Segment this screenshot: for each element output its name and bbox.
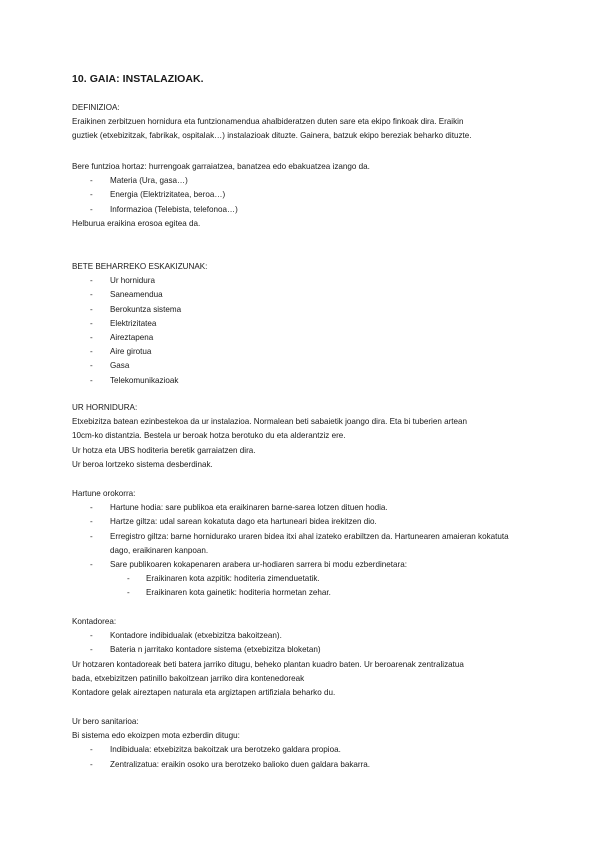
list-item: - Erregistro giltza: barne hornidurako uraren bidea itxi ahal izateko erabiltzen da. Hartunearen amaieran kokatuta dago, eraikinaren kanpoan.: [90, 531, 509, 555]
list-item: - Telekomunikazioak: [90, 375, 179, 385]
sub-list-item: - Eraikinaren kota azpitik: hoditeria zimenduetatik.: [127, 574, 320, 584]
paragraph-line: Ur hotza eta UBS hoditeria beretik garraiatzen dira.: [72, 445, 256, 455]
list-item: - Elektrizitatea: [90, 318, 157, 328]
list-item: - Berokuntza sistema: [90, 304, 182, 314]
paragraph-line: Eraikinen zerbitzuen hornidura eta funtzionamendua ahalbideratzen duten sare eta ekipo finkoak dira. Eraikin: [72, 117, 464, 127]
paragraph-line: bada, etxebizitzen patinillo bakoitzean jarriko dira kontenedoreak: [72, 673, 305, 683]
section-heading: Hartune orokorra:: [72, 489, 136, 498]
list-item: - Materia (Ura, gasa…): [90, 176, 188, 186]
list-item: - Ur hornidura: [90, 276, 155, 286]
section-definizioa-funtzioa: [72, 160, 542, 231]
section-hartune: [72, 487, 542, 601]
section-heading: BETE BEHARREKO ESKAKIZUNAK:: [72, 262, 208, 271]
paragraph-line: Helburua eraikina erosoa egitea da.: [72, 218, 201, 228]
paragraph-line: Bere funtzioa hortaz: hurrengoak garraiatzea, banatzea edo ebakuatzea izango da.: [72, 162, 370, 171]
list-item: - Hartze giltza: udal sarean kokatuta dago eta hartuneari bidea irekitzen dio.: [90, 517, 377, 527]
paragraph-line: 10cm-ko distantzia. Bestela ur beroak hotza berotuko du eta alderantziz ere.: [72, 431, 346, 441]
section-heading: UR HORNIDURA:: [72, 403, 138, 412]
paragraph-line: Etxebizitza batean ezinbestekoa da ur instalazioa. Normalean beti sabaietik joango dira. Eta bi tuberien artean: [72, 417, 468, 427]
list-item: - Informazioa (Telebista, telefonoa…): [90, 204, 238, 214]
section-ur-hornidura: [72, 401, 542, 472]
list-item: - Aireztapena: [90, 332, 154, 342]
list-item: - Sare publikoaren kokapenaren arabera ur-hodiaren sarrera bi modu ezberdinetara:: [90, 559, 407, 569]
paragraph-line: Ur hotzaren kontadoreak beti batera jarriko ditugu, beheko plantan kuadro baten. Ur beroarenak zentralizatua: [72, 659, 464, 669]
section-heading: Ur bero sanitarioa:: [72, 717, 139, 726]
list-item: - Kontadore indibidualak (etxebizitza bakoitzean).: [90, 631, 282, 641]
list-item: - Hartune hodia: sare publikoa eta eraikinaren barne-sarea lotzen dituen hodia.: [90, 503, 388, 513]
list-item: - Gasa: [90, 361, 130, 371]
section-bete-beharreko: [72, 260, 542, 388]
section-ur-bero-sanitarioa: [72, 715, 542, 772]
section-kontadorea: [72, 615, 542, 700]
page-title: 10. GAIA: INSTALAZIOAK.: [72, 73, 204, 85]
paragraph-line: guztiek (etxebizitzak, fabrikak, ospitalak…) instalazioak dituzte. Gainera, batzuk ekipo bereziak beharko dituzte.: [72, 131, 472, 141]
sub-list-item: - Eraikinaren kota gainetik: hoditeria hormetan zehar.: [127, 588, 331, 598]
list-item: - Zentralizatua: eraikin osoko ura berotzeko balioko duen galdara bakarra.: [90, 759, 371, 769]
section-heading: Kontadorea:: [72, 617, 117, 626]
section-definizioa: [72, 101, 542, 144]
paragraph-line: Bi sistema edo ekoizpen mota ezberdin ditugu:: [72, 731, 240, 741]
list-item: - Energia (Elektrizitatea, beroa…): [90, 190, 226, 200]
list-item: - Bateria n jarritako kontadore sistema (etxebizitza bloketan): [90, 645, 321, 655]
list-item: - Saneamendua: [90, 290, 163, 300]
list-item: - Indibiduala: etxebizitza bakoitzak ura berotzeko galdara propioa.: [90, 745, 341, 755]
paragraph-line: Kontadore gelak aireztapen naturala eta argiztapen artifiziala beharko du.: [72, 687, 336, 697]
section-heading: DEFINIZIOA:: [72, 103, 120, 112]
list-item: - Aire girotua: [90, 347, 152, 357]
paragraph-line: Ur beroa lortzeko sistema desberdinak.: [72, 459, 213, 469]
